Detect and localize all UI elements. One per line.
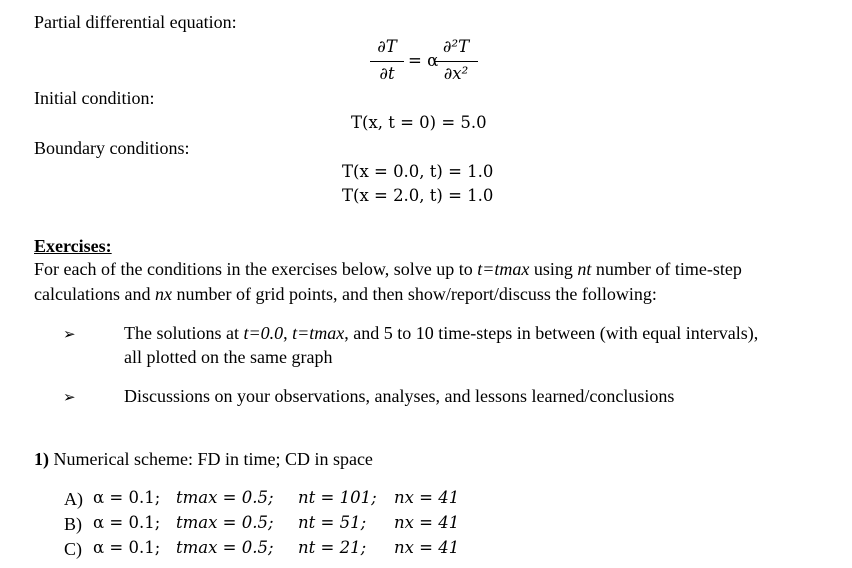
exercises-heading: Exercises: — [34, 236, 112, 256]
initial-condition-equation: T(x, t = 0) = 5.0 — [351, 113, 487, 132]
case-alpha: α = 0.1; — [93, 488, 161, 507]
boundary-condition-left: T(x = 0.0, t) = 1.0 — [342, 162, 494, 181]
rhs-denominator: ∂x² — [443, 63, 469, 83]
case-nx: nx = 41 — [394, 538, 460, 557]
exercises-intro-line2: calculations and nx number of grid points, and then show/report/discuss the following: — [34, 284, 657, 304]
case-nt: nt = 21; — [298, 538, 367, 557]
case-alpha: α = 0.1; — [93, 538, 161, 557]
rhs-fraction — [434, 39, 478, 82]
pde-label: Partial differential equation: — [34, 12, 237, 32]
arrow-bullet-icon: ➢ — [63, 325, 76, 343]
bullet-discussions: Discussions on your observations, analyses, and lessons learned/conclusions — [124, 386, 675, 406]
case-nx: nx = 41 — [394, 513, 460, 532]
bullet-solutions-line1: The solutions at t=0.0, t=tmax, and 5 to 10 time-steps in between (with equal intervals), — [124, 323, 759, 343]
rhs-numerator: ∂²T — [442, 37, 470, 56]
case-tmax: tmax = 0.5; — [176, 513, 274, 532]
case-label: C) — [64, 539, 82, 559]
lhs-denominator: ∂t — [379, 63, 395, 83]
problem-title: 1) Numerical scheme: FD in time; CD in space — [34, 449, 373, 469]
initial-condition-label: Initial condition: — [34, 88, 155, 108]
case-label: A) — [64, 489, 83, 509]
bullet-solutions-line2: all plotted on the same graph — [124, 347, 333, 367]
boundary-condition-right: T(x = 2.0, t) = 1.0 — [342, 186, 494, 205]
problem-number: 1) — [34, 449, 49, 469]
lhs-numerator: ∂T — [377, 37, 397, 56]
case-nx: nx = 41 — [394, 488, 460, 507]
case-tmax: tmax = 0.5; — [176, 538, 274, 557]
case-nt: nt = 101; — [298, 488, 377, 507]
arrow-bullet-icon: ➢ — [63, 388, 76, 406]
lhs-fraction — [370, 39, 404, 82]
equals-alpha: = α — [408, 51, 439, 70]
boundary-conditions-label: Boundary conditions: — [34, 138, 190, 158]
case-tmax: tmax = 0.5; — [176, 488, 274, 507]
case-alpha: α = 0.1; — [93, 513, 161, 532]
exercises-intro-line1: For each of the conditions in the exercises below, solve up to t=tmax using nt number of time-step — [34, 259, 742, 279]
case-label: B) — [64, 514, 82, 534]
case-nt: nt = 51; — [298, 513, 367, 532]
